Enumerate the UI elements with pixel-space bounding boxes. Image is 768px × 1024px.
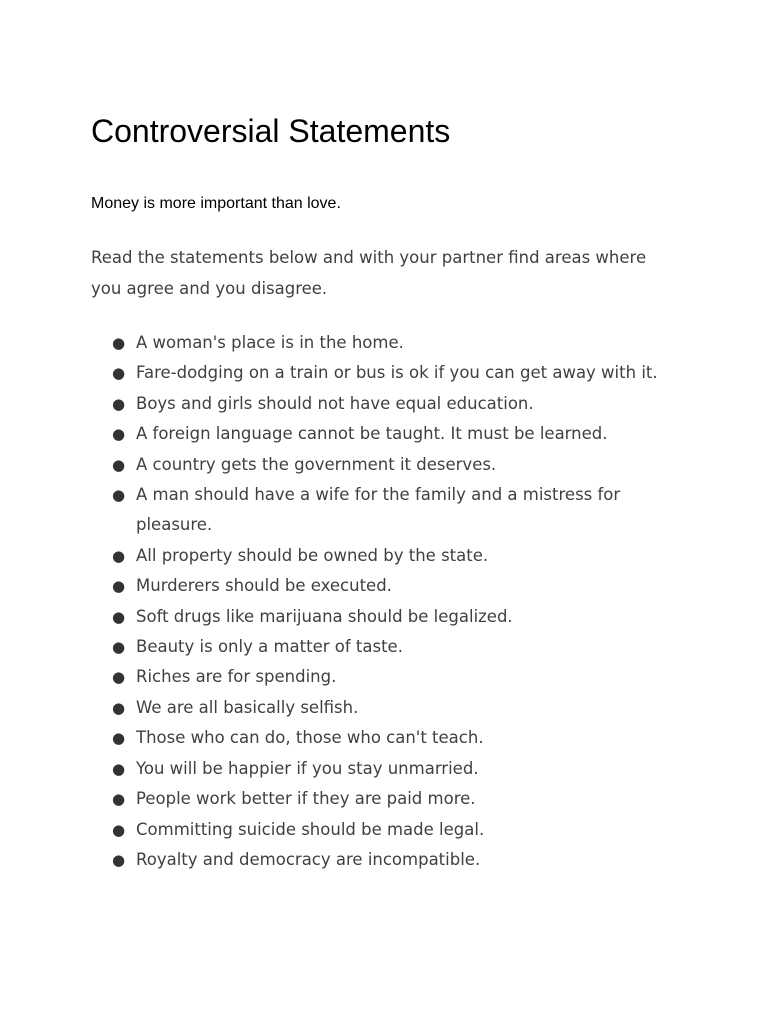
statement-text: Boys and girls should not have equal education. xyxy=(136,393,534,413)
bullet-icon: ● xyxy=(112,790,126,809)
bullet-icon: ● xyxy=(112,394,126,413)
list-item xyxy=(91,784,691,814)
bullet-icon: ● xyxy=(112,486,126,505)
topic-statement: Money is more important than love. xyxy=(91,195,341,212)
bullet-icon: ● xyxy=(112,759,126,778)
page-title: Controversial Statements xyxy=(91,113,451,149)
list-item xyxy=(91,541,691,571)
list-item xyxy=(91,450,691,480)
statement-text: You will be happier if you stay unmarried. xyxy=(136,758,479,778)
statement-text: People work better if they are paid more. xyxy=(136,789,476,809)
statement-text: Committing suicide should be made legal. xyxy=(136,819,485,839)
bullet-icon: ● xyxy=(112,546,126,565)
bullet-icon: ● xyxy=(112,729,126,748)
list-item xyxy=(91,815,691,845)
bullet-icon: ● xyxy=(112,820,126,839)
list-item xyxy=(91,754,691,784)
bullet-icon: ● xyxy=(112,577,126,596)
statement-text: Murderers should be executed. xyxy=(136,576,392,596)
bullet-icon: ● xyxy=(112,364,126,383)
bullet-icon: ● xyxy=(112,850,126,869)
bullet-icon: ● xyxy=(112,668,126,687)
statement-text: We are all basically selfish. xyxy=(136,697,359,717)
bullet-icon: ● xyxy=(112,455,126,474)
statement-text: A country gets the government it deserves. xyxy=(136,454,497,474)
bullet-icon: ● xyxy=(112,334,126,352)
statement-text: Fare-dodging on a train or bus is ok if you can get away with it. xyxy=(136,363,658,383)
list-item xyxy=(91,480,691,541)
statement-text: All property should be owned by the state. xyxy=(136,545,489,565)
list-item xyxy=(91,845,691,875)
statement-text: Beauty is only a matter of taste. xyxy=(136,637,403,657)
statements-list xyxy=(91,328,691,875)
statement-text: A woman's place is in the home. xyxy=(136,333,404,352)
list-item xyxy=(91,419,691,449)
statement-text: Royalty and democracy are incompatible. xyxy=(136,849,481,869)
list-item xyxy=(91,662,691,692)
list-item xyxy=(91,328,691,358)
statement-text: Riches are for spending. xyxy=(136,667,337,687)
list-item xyxy=(91,358,691,388)
list-item xyxy=(91,632,691,662)
statement-text: Those who can do, those who can't teach. xyxy=(136,728,484,748)
list-item xyxy=(91,571,691,601)
bullet-icon: ● xyxy=(112,698,126,717)
list-item xyxy=(91,389,691,419)
list-item xyxy=(91,723,691,753)
list-item xyxy=(91,693,691,723)
statement-text: A foreign language cannot be taught. It must be learned. xyxy=(136,424,608,444)
bullet-icon: ● xyxy=(112,425,126,444)
bullet-icon: ● xyxy=(112,607,126,626)
bullet-icon: ● xyxy=(112,638,126,657)
list-item xyxy=(91,602,691,632)
statement-text: Soft drugs like marijuana should be legalized. xyxy=(136,606,513,626)
instructions-paragraph: Read the statements below and with your partner find areas where you agree and you disagree. xyxy=(91,248,647,298)
statement-text: A man should have a wife for the family and a mistress for pleasure. xyxy=(136,485,621,535)
